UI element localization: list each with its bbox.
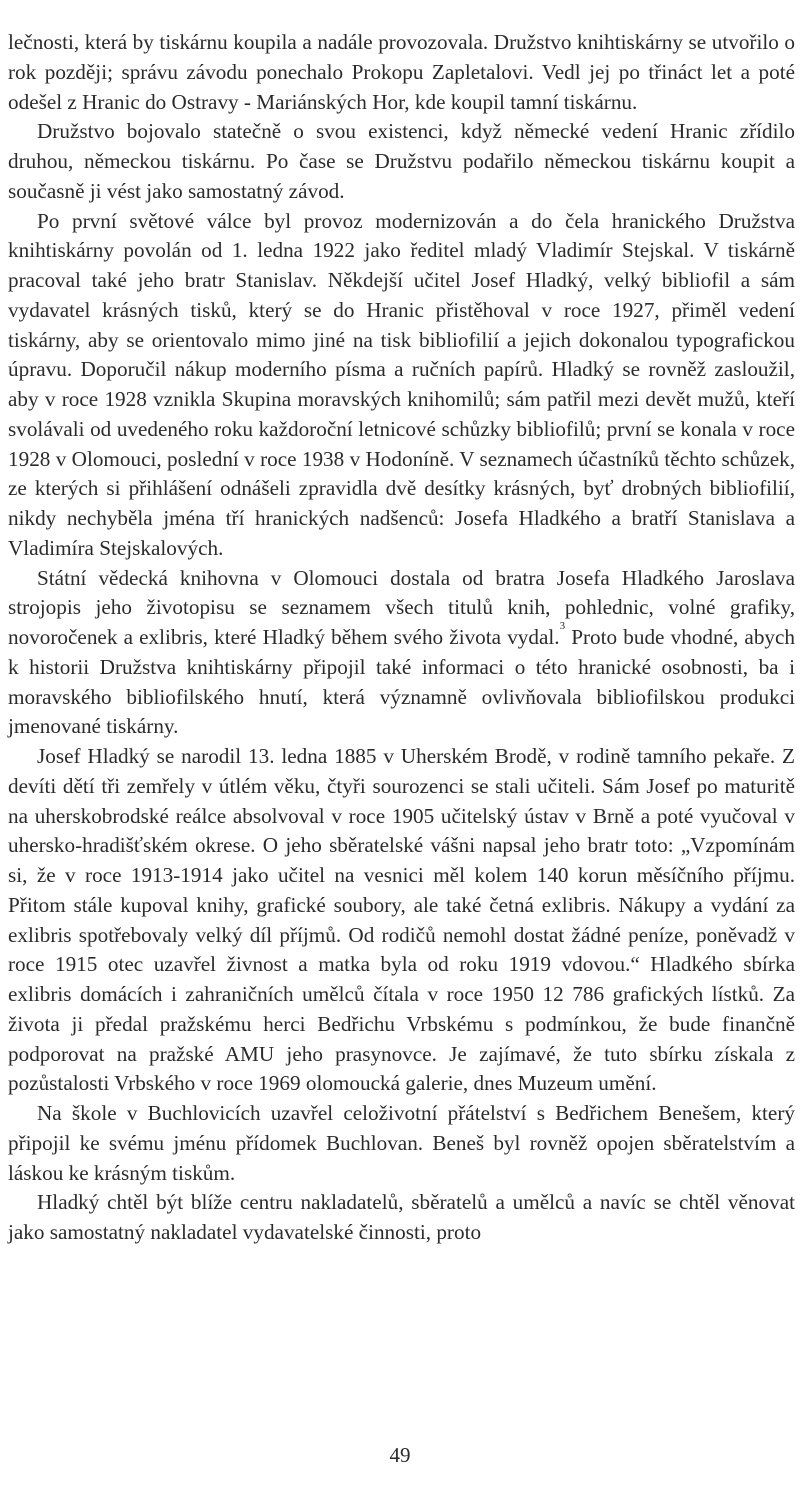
paragraph: lečnosti, která by tiskárnu koupila a nadále provozovala. Družstvo knihtiskárny se utvořilo o rok později; správu závodu ponechalo Prokopu Zapletalovi. Vedl jej po třináct let a poté odešel z Hranic do Ostravy - Mariánských Hor, kde koupil tamní tiskárnu.	[8, 30, 795, 114]
paragraph: Po první světové válce byl provoz modernizován a do čela hranického Družstva knihtiskárny povolán od 1. ledna 1922 jako ředitel mladý Vladimír Stejskal. V tiskárně pracoval také jeho bratr Stanislav. Někdejší učitel Josef Hladký, velký bibliofil a sám vydavatel krásných tisků, který se do Hranic přistěhoval v roce 1927, přiměl vedení tiskárny, aby se orientovalo mimo jiné na tisk bibliofilií a jejich dokonalou typografickou úpravu. Doporučil nákup moderního písma a ručních papírů. Hladký se rovněž zasloužil, aby v roce 1928 vznikla Skupina moravských knihomilů; sám patřil mezi devět mužů, kteří svolávali od uvedeného roku každoroční letnicové schůzky bibliofilů; první se konala v roce 1928 v Olomouci, poslední v roce 1938 v Hodoníně. V seznamech účastníků těchto schůzek, ze kterých si přihlášení odnášeli zpravidla dvě desítky krásných, byť drobných bibliofilií, nikdy nechyběla jména tří hranických nadšenců: Josefa Hladkého a bratří Stanislava a Vladimíra Stejskalových.	[8, 208, 795, 560]
paragraph: Josef Hladký se narodil 13. ledna 1885 v Uherském Brodě, v rodině tamního pekaře. Z devíti dětí tři zemřely v útlém věku, čtyři sourozenci se stali učiteli. Sám Josef po maturitě na uherskobrodské reálce absolvoval v roce 1905 učitelský ústav v Brně a poté vyučoval v uhersko-hradišťském okrese. O jeho sběratelské vášni napsal jeho bratr toto: „Vzpomínám si, že v roce 1913-1914 jako učitel na vesnici měl kolem 140 korun měsíčního příjmu. Přitom stále kupoval knihy, grafické soubory, ale také četná exlibris. Nákupy a vydání za exlibris spotřebovaly velký díl příjmů. Od rodičů nemohl dostat žádné peníze, poněvadž v roce 1915 otec uzavřel živnost a matka byla od roku 1919 vdovou.“ Hladkého sbírka exlibris domácích i zahraničních umělců čítala v roce 1950 12 786 grafických lístků. Za života ji předal pražskému herci Bedřichu Vrbskému s podmínkou, že bude finančně podporovat na pražské AMU jeho prasynovce. Je zajímavé, že tuto sbírku získala z pozůstalosti Vrbského v roce 1969 olomoucká galerie, dnes Muzeum umění.	[8, 744, 795, 1096]
paragraph: Družstvo bojovalo statečně o svou existenci, když německé vedení Hranic zřídilo druhou, německou tiskárnu. Po čase se Družstvu podařilo německou tiskárnu koupit a současně ji vést jako samostatný závod.	[8, 119, 795, 203]
paragraph: Na škole v Buchlovicích uzavřel celoživotní přátelství s Bedřichem Benešem, který připojil ke svému jménu přídomek Buchlovan. Beneš byl rovněž opojen sběratelstvím a láskou ke krásným tiskům.	[8, 1101, 795, 1185]
footnote-marker: 3	[559, 620, 566, 632]
paragraph-with-footnote	[8, 564, 795, 743]
paragraph-text-after-footnote: Proto bude vhodné, abych k historii Družstva knihtiskárny připojil také informaci o této hranické osobnosti, ba i moravského bibliofilského hnutí, která významně ovlivňovala bibliofilskou produkci jmenované tiskárny.	[8, 625, 795, 739]
page-text	[8, 28, 795, 1248]
page-number: 49	[389, 1443, 411, 1467]
paragraph-text-before-footnote: Státní vědecká knihovna v Olomouci dostala od bratra Josefa Hladkého Jaroslava strojopis jeho životopisu se seznamem všech titulů knih, pohlednic, volné grafiky, novoročenek a exlibris, které Hladký během svého života vydal.	[8, 565, 795, 649]
paragraph: Hladký chtěl být blíže centru nakladatelů, sběratelů a umělců a navíc se chtěl věnovat jako samostatný nakladatel vydavatelské činnosti, proto	[8, 1190, 795, 1244]
